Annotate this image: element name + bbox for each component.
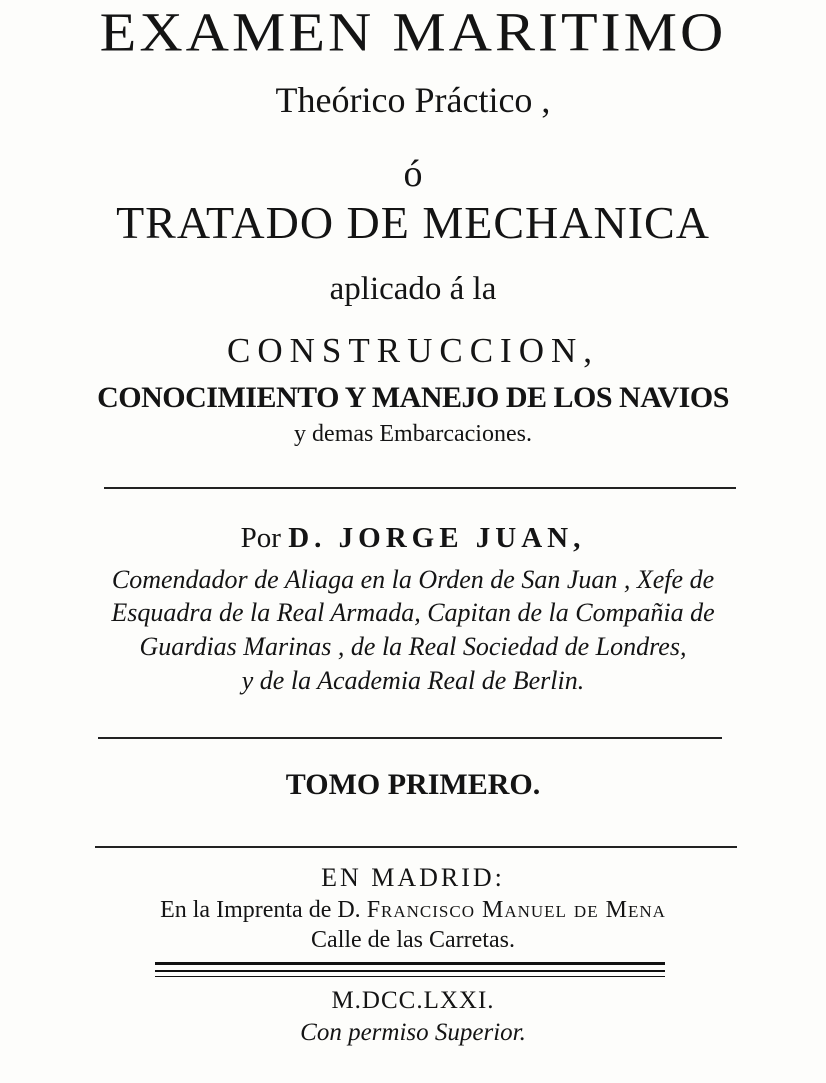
double-rule — [155, 962, 665, 965]
vessels-line: y demas Embarcaciones. — [294, 421, 532, 447]
author-prefix: Por — [240, 522, 281, 554]
second-title: TRATADO DE MECHANICA — [116, 197, 710, 248]
author-title-line: Guardias Marinas , de la Real Sociedad de Londres, — [139, 632, 687, 661]
author-line — [0, 524, 826, 553]
divider-rule — [104, 487, 736, 489]
imprint-printer: Francisco Manuel de Mena — [366, 897, 666, 923]
main-title: EXAMEN MARITIMO — [99, 1, 727, 63]
author-title-line: Esquadra de la Real Armada, Capitan de la Compañia de — [111, 598, 715, 627]
author-title-line: y de la Academia Real de Berlin. — [241, 666, 585, 695]
applied-line: aplicado á la — [329, 271, 497, 307]
conjunction: ó — [403, 153, 423, 195]
author-title-line: Comendador de Aliaga en la Orden de San Juan , Xefe de — [111, 565, 715, 594]
double-rule — [155, 970, 665, 972]
imprint-press — [0, 898, 826, 922]
divider-rule — [95, 846, 737, 848]
construction-line: CONSTRUCCION, — [226, 331, 599, 370]
double-rule — [155, 976, 665, 977]
imprint-permission: Con permiso Superior. — [300, 1019, 526, 1046]
volume-label: TOMO PRIMERO. — [285, 768, 541, 801]
imprint-press-prefix: En la Imprenta de D. — [160, 897, 361, 923]
imprint-street: Calle de las Carretas. — [311, 927, 515, 953]
imprint-year: M.DCC.LXXI. — [331, 987, 495, 1014]
author-name: D. JORGE JUAN, — [288, 522, 586, 554]
knowledge-line: CONOCIMIENTO Y MANEJO DE LOS NAVIOS — [97, 381, 729, 414]
divider-rule — [98, 737, 722, 739]
imprint-city: EN MADRID: — [321, 863, 505, 892]
subtitle: Theórico Práctico , — [275, 80, 551, 120]
